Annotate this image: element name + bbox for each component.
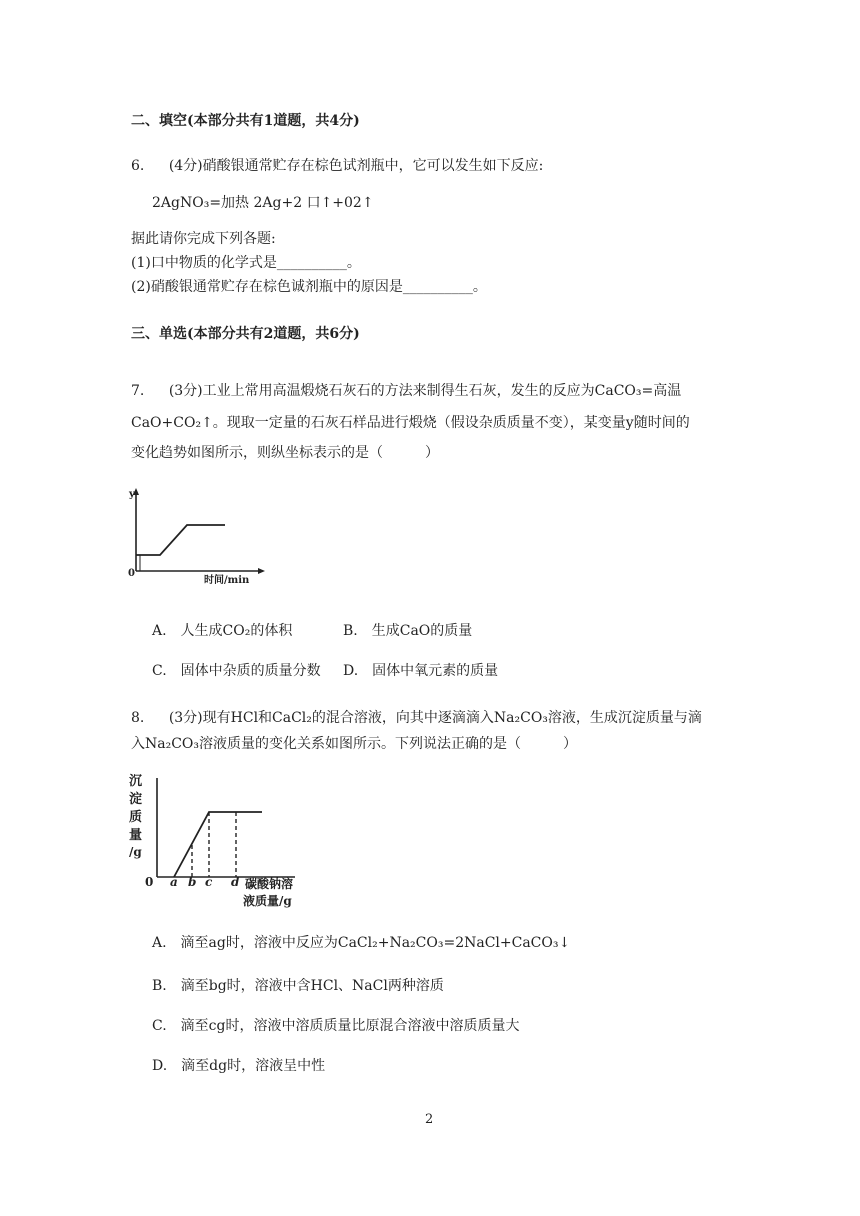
question-6-prompt: 据此请你完成下列各题: [131,231,276,247]
trend-line [136,525,225,555]
question-text: (4分)硝酸银通常贮存在棕色试剂瓶中，它可以发生如下反应: [168,158,544,174]
option-d[interactable]: D. 滴至dg时，溶液呈中性 [152,1058,326,1074]
origin-label: 0 [145,875,154,889]
option-d[interactable]: D. 固体中氧元素的质量 [343,663,499,679]
y-label-char: 量 [129,828,143,843]
question-7-line-1 [131,380,681,400]
question-number: 7. [131,383,145,399]
option-b[interactable]: B. 滴至bg时，溶液中含HCl、NaCl两种溶质 [152,978,444,994]
tick-label-d: d [231,875,240,889]
reaction-equation: 2AgNO₃=加热 2Ag+2 口↑+02↑ [152,195,374,211]
question-6-stem [131,155,543,175]
section-heading-single-choice: 三、单选(本部分共有2道题，共6分) [131,326,360,342]
question-6-part-2: (2)硝酸银通常贮存在棕色诚剂瓶中的原因是__________。 [131,279,487,295]
question-number: 6. [131,158,145,174]
option-b[interactable]: B. 生成CaO的质量 [343,623,473,639]
y-axis-label: y [129,489,135,500]
x-axis-label-line-1: 碳酸钠溶 [245,877,294,891]
question-7-line-3: 变化趋势如图所示，则纵坐标表示的是（ ） [131,445,439,461]
tick-label-a: a [170,875,178,889]
x-axis-label-line-2: 液质量/g [243,894,292,908]
y-label-unit: /g [129,845,142,859]
y-label-char: 淀 [129,792,143,807]
question-8-line-1 [131,707,702,727]
origin-label: 0 [128,568,135,579]
question-text: (3分)工业上常用高温煅烧石灰石的方法来制得生石灰，发生的反应为CaCO₃=高温 [168,383,682,399]
question-6-part-1: (1)口中物质的化学式是__________。 [131,255,361,271]
option-c[interactable]: C. 固体中杂质的质量分数 [152,663,321,679]
option-c[interactable]: C. 滴至cg时，溶液中溶质质量比原混合溶液中溶质质量大 [152,1018,520,1034]
question-text: (3分)现有HCl和CaCl₂的混合溶液，向其中逐滴滴入Na₂CO₃溶液，生成沉淀质量与滴 [168,710,702,726]
question-8-graph [125,770,315,910]
option-a[interactable]: A. 滴至ag时，溶液中反应为CaCl₂+Na₂CO₃=2NaCl+CaCO₃↓ [152,935,571,951]
precipitate-line [174,812,262,877]
tick-label-c: c [205,875,213,889]
option-a[interactable]: A. 人生成CO₂的体积 [152,623,293,639]
question-7-line-2: CaO+CO₂↑。现取一定量的石灰石样品进行煅烧（假设杂质质量不变），某变量y随时间的 [131,415,690,431]
x-axis-label: 时间/min [204,575,250,585]
x-axis-arrow [258,568,265,574]
section-heading-fill-in: 二、填空(本部分共有1道题，共4分) [131,113,360,129]
y-label-char: 质 [129,810,143,825]
question-8-line-2: 入Na₂CO₃溶液质量的变化关系如图所示。下列说法正确的是（ ） [131,736,578,752]
tick-label-b: b [188,875,197,889]
page-number: 2 [425,1112,434,1127]
question-number: 8. [131,710,145,726]
y-label-char: 沉 [129,774,143,789]
question-7-graph [120,485,270,585]
